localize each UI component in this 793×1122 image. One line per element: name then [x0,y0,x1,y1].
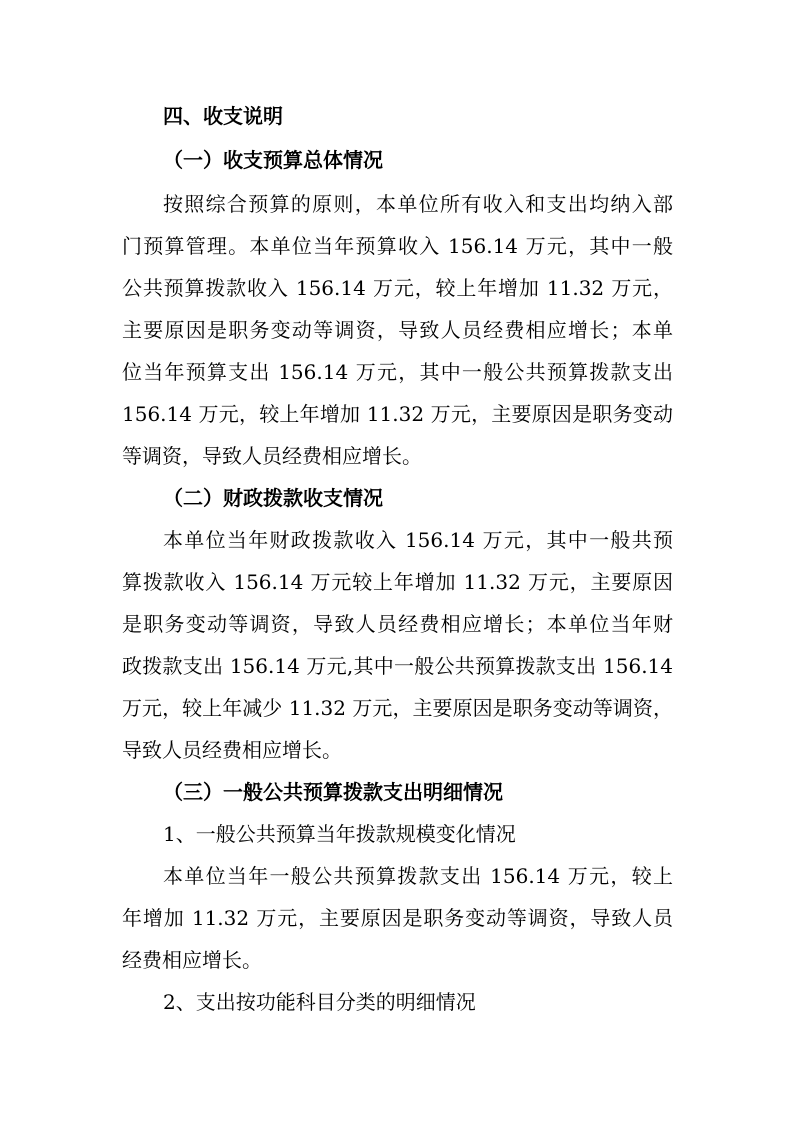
subsection-3-heading: （三）一般公共预算拨款支出明细情况 [163,780,503,804]
paragraph-line: 经费相应增长。 [122,948,262,972]
paragraph-line: 政拨款支出 156.14 万元,其中一般公共预算拨款支出 156.14 [122,654,673,678]
paragraph-line: 年增加 11.32 万元，主要原因是职务变动等调资，导致人员 [122,906,673,930]
paragraph-line: 主要原因是职务变动等调资，导致人员经费相应增长；本单 [122,318,673,342]
subsection-1-heading: （一）收支预算总体情况 [163,148,383,172]
paragraph-line: 导致人员经费相应增长。 [122,738,342,762]
paragraph-line: 算拨款收入 156.14 万元较上年增加 11.32 万元，主要原因 [122,570,673,594]
paragraph-line: 万元，较上年减少 11.32 万元，主要原因是职务变动等调资， [122,696,673,720]
section-title: 四、收支说明 [163,104,283,128]
paragraph-line: 本单位当年财政拨款收入 156.14 万元，其中一般共预 [163,528,673,552]
item-2-title: 2、支出按功能科目分类的明细情况 [163,990,476,1014]
subsection-2-heading: （二）财政拨款收支情况 [163,486,383,510]
paragraph-line: 是职务变动等调资，导致人员经费相应增长；本单位当年财 [122,612,673,636]
paragraph-line: 公共预算拨款收入 156.14 万元，较上年增加 11.32 万元， [122,276,673,300]
paragraph-line: 门预算管理。本单位当年预算收入 156.14 万元，其中一般 [122,234,673,258]
paragraph-line: 本单位当年一般公共预算拨款支出 156.14 万元，较上 [163,864,673,888]
paragraph-line: 位当年预算支出 156.14 万元，其中一般公共预算拨款支出 [122,360,673,384]
paragraph-line: 156.14 万元，较上年增加 11.32 万元，主要原因是职务变动 [122,402,673,426]
paragraph-line: 按照综合预算的原则，本单位所有收入和支出均纳入部 [163,192,673,216]
item-1-title: 1、一般公共预算当年拨款规模变化情况 [163,822,516,846]
paragraph-line: 等调资，导致人员经费相应增长。 [122,444,422,468]
